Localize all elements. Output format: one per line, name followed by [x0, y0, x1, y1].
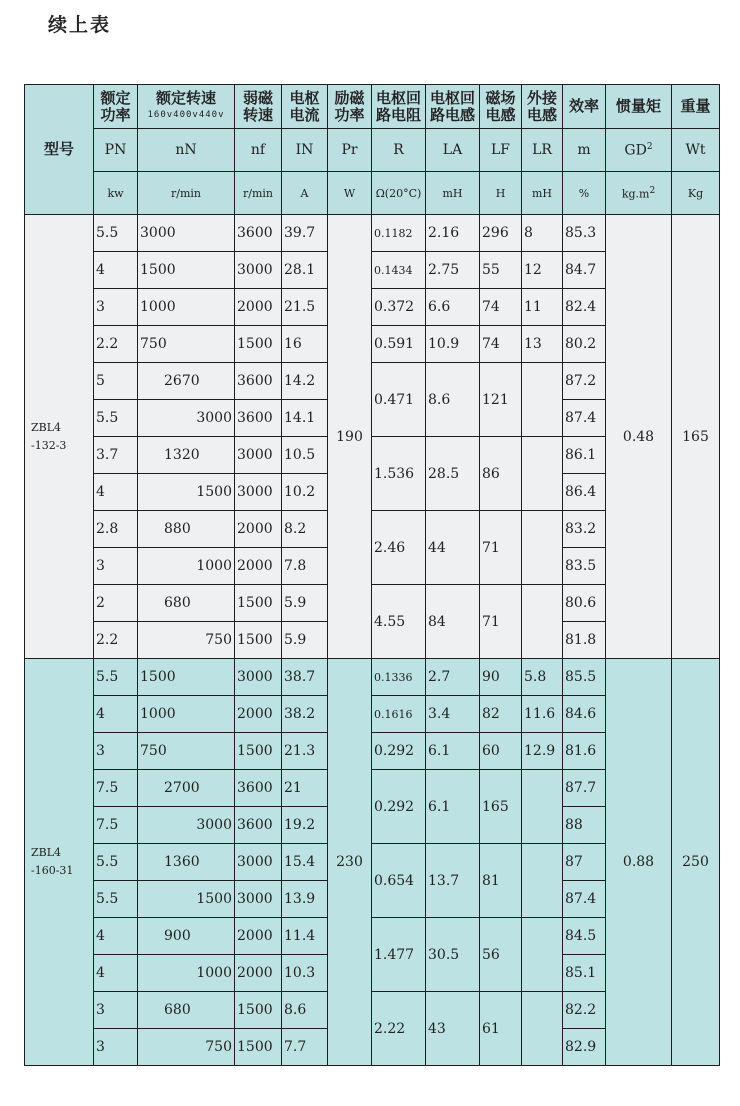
cell-in: 16	[282, 326, 328, 363]
cell-eff: 87.4	[563, 881, 606, 918]
cell-in: 14.2	[282, 363, 328, 400]
cell-lf: 82	[480, 696, 522, 733]
cell-r: 1.477	[372, 918, 426, 992]
cell-lf: 56	[480, 918, 522, 992]
motor-spec-table	[24, 84, 720, 1066]
cell-r: 4.55	[372, 585, 426, 659]
cell-nn: 3000	[138, 807, 235, 844]
cell-nf: 3000	[235, 881, 282, 918]
cell-nf: 3600	[235, 400, 282, 437]
cell-r: 0.292	[372, 770, 426, 844]
cell-nn: 1000	[138, 955, 235, 992]
cell-lf: 165	[480, 770, 522, 844]
cell-pn: 4	[94, 252, 138, 289]
cell-r: 2.22	[372, 992, 426, 1066]
cell-eff: 84.7	[563, 252, 606, 289]
cell-in: 14.1	[282, 400, 328, 437]
cell-r: 1.536	[372, 437, 426, 511]
cell-lr: 11.6	[522, 696, 563, 733]
cell-nf: 1500	[235, 992, 282, 1029]
cell-nf: 1500	[235, 326, 282, 363]
header-symbol-lf: LF	[480, 129, 522, 172]
cell-in: 39.7	[282, 215, 328, 252]
cell-nf: 1500	[235, 1029, 282, 1066]
cell-eff: 81.8	[563, 622, 606, 659]
cell-la: 84	[426, 585, 480, 659]
header-name-pn: 额定 功率	[94, 85, 138, 129]
cell-eff: 83.2	[563, 511, 606, 548]
cell-pn: 3	[94, 548, 138, 585]
cell-la: 2.7	[426, 659, 480, 696]
cell-eff: 84.5	[563, 918, 606, 955]
cell-pn: 3.7	[94, 437, 138, 474]
cell-r: 0.292	[372, 733, 426, 770]
header-unit-pr: W	[328, 172, 372, 215]
header-name-in: 电枢 电流	[282, 85, 328, 129]
cell-nf: 3000	[235, 252, 282, 289]
cell-r: 0.1336	[372, 659, 426, 696]
cell-in: 5.9	[282, 585, 328, 622]
cell-nn: 900	[138, 918, 235, 955]
cell-lf: 296	[480, 215, 522, 252]
cell-la: 44	[426, 511, 480, 585]
cell-eff: 87.4	[563, 400, 606, 437]
cell-lf: 86	[480, 437, 522, 511]
cell-pn: 2.8	[94, 511, 138, 548]
cell-lf: 61	[480, 992, 522, 1066]
header-name-la: 电枢回 路电感	[426, 85, 480, 129]
cell-eff: 85.5	[563, 659, 606, 696]
cell-eff: 87.7	[563, 770, 606, 807]
cell-nn: 1000	[138, 696, 235, 733]
cell-la: 6.6	[426, 289, 480, 326]
cell-wt: 165	[672, 215, 720, 659]
cell-nn: 1000	[138, 289, 235, 326]
cell-lf: 74	[480, 289, 522, 326]
cell-eff: 80.2	[563, 326, 606, 363]
cell-r: 0.1434	[372, 252, 426, 289]
cell-r: 0.654	[372, 844, 426, 918]
header-unit-nn: r/min	[138, 172, 235, 215]
header-name-r: 电枢回 路电阻	[372, 85, 426, 129]
header-row-names	[25, 85, 720, 129]
header-unit-gd2: $kg.m^2$	[606, 172, 672, 215]
header-symbol-la: LA	[426, 129, 480, 172]
cell-nf: 3000	[235, 844, 282, 881]
cell-nf: 3000	[235, 659, 282, 696]
cell-nn: 1500	[138, 252, 235, 289]
cell-lr	[522, 844, 563, 918]
header-unit-wt: Kg	[672, 172, 720, 215]
cell-in: 15.4	[282, 844, 328, 881]
header-symbol-pr: Pr	[328, 129, 372, 172]
cell-pn: 3	[94, 1029, 138, 1066]
cell-in: 28.1	[282, 252, 328, 289]
cell-lr	[522, 437, 563, 511]
cell-pn: 4	[94, 918, 138, 955]
cell-lr: 12	[522, 252, 563, 289]
table-row	[25, 215, 720, 252]
cell-nn: 1000	[138, 548, 235, 585]
header-symbol-r: R	[372, 129, 426, 172]
header-symbol-in: IN	[282, 129, 328, 172]
cell-eff: 87.2	[563, 363, 606, 400]
cell-r: 0.471	[372, 363, 426, 437]
cell-gd2: 0.88	[606, 659, 672, 1066]
cell-la: 28.5	[426, 437, 480, 511]
cell-nn: 750	[138, 622, 235, 659]
cell-eff: 84.6	[563, 696, 606, 733]
cell-pn: 7.5	[94, 807, 138, 844]
cell-nn: 1360	[138, 844, 235, 881]
cell-nn: 750	[138, 326, 235, 363]
header-note-nn: 160v400v440v	[147, 109, 225, 120]
cell-lr	[522, 511, 563, 585]
cell-nn: 750	[138, 733, 235, 770]
header-symbol-m: m	[563, 129, 606, 172]
cell-in: 21	[282, 770, 328, 807]
header-unit-pn: kw	[94, 172, 138, 215]
cell-la: 2.16	[426, 215, 480, 252]
cell-lr: 13	[522, 326, 563, 363]
header-symbol-lr: LR	[522, 129, 563, 172]
cell-eff: 85.1	[563, 955, 606, 992]
header-unit-la: mH	[426, 172, 480, 215]
cell-in: 8.2	[282, 511, 328, 548]
header-unit-r: Ω(20°C)	[372, 172, 426, 215]
cell-la: 6.1	[426, 770, 480, 844]
cell-nn: 1500	[138, 881, 235, 918]
header-name-lr: 外接 电感	[522, 85, 563, 129]
cell-pn: 3	[94, 733, 138, 770]
cell-nf: 3000	[235, 437, 282, 474]
cell-lf: 55	[480, 252, 522, 289]
cell-r: 0.372	[372, 289, 426, 326]
cell-eff: 85.3	[563, 215, 606, 252]
cell-la: 43	[426, 992, 480, 1066]
cell-nn: 1500	[138, 474, 235, 511]
cell-in: 11.4	[282, 918, 328, 955]
cell-eff: 88	[563, 807, 606, 844]
cell-pn: 5.5	[94, 659, 138, 696]
cell-eff: 82.9	[563, 1029, 606, 1066]
cell-pn: 2.2	[94, 622, 138, 659]
header-name-wt: 重量	[672, 85, 720, 129]
cell-in: 10.5	[282, 437, 328, 474]
cell-nf: 3000	[235, 474, 282, 511]
header-symbol-nn: nN	[138, 129, 235, 172]
cell-pn: 7.5	[94, 770, 138, 807]
header-symbol-gd2: $GD^2$	[606, 129, 672, 172]
cell-r: 0.1616	[372, 696, 426, 733]
cell-lr	[522, 992, 563, 1066]
cell-pn: 5.5	[94, 215, 138, 252]
cell-in: 21.3	[282, 733, 328, 770]
header-unit-lf: H	[480, 172, 522, 215]
model-cell: ZBL4 -132-3	[25, 215, 94, 659]
cell-eff: 80.6	[563, 585, 606, 622]
cell-pn: 5	[94, 363, 138, 400]
header-name-gd2: 惯量矩	[606, 85, 672, 129]
cell-pn: 3	[94, 289, 138, 326]
cell-eff: 81.6	[563, 733, 606, 770]
cell-nn: 2670	[138, 363, 235, 400]
header-unit-m: %	[563, 172, 606, 215]
cell-lf: 90	[480, 659, 522, 696]
cell-lr: 11	[522, 289, 563, 326]
cell-nn: 3000	[138, 400, 235, 437]
model-cell: ZBL4 -160-31	[25, 659, 94, 1066]
table-row	[25, 659, 720, 696]
cell-lr	[522, 585, 563, 659]
cell-in: 7.7	[282, 1029, 328, 1066]
cell-nn: 680	[138, 585, 235, 622]
cell-pn: 2	[94, 585, 138, 622]
cell-nf: 2000	[235, 289, 282, 326]
cell-lr	[522, 918, 563, 992]
cell-r: 2.46	[372, 511, 426, 585]
header-name-nn: 额定转速 160v400v440v	[138, 85, 235, 129]
cell-lf: 71	[480, 585, 522, 659]
cell-in: 5.9	[282, 622, 328, 659]
cell-lr: 8	[522, 215, 563, 252]
cell-pn: 4	[94, 955, 138, 992]
header-name-nf: 弱磁 转速	[235, 85, 282, 129]
header-row-units	[25, 172, 720, 215]
cell-la: 3.4	[426, 696, 480, 733]
cell-wt: 250	[672, 659, 720, 1066]
cell-nf: 2000	[235, 955, 282, 992]
header-name-pr: 励磁 功率	[328, 85, 372, 129]
cell-r: 0.1182	[372, 215, 426, 252]
header-name-lf: 磁场 电感	[480, 85, 522, 129]
cell-in: 13.9	[282, 881, 328, 918]
cell-nn: 880	[138, 511, 235, 548]
cell-pn: 4	[94, 474, 138, 511]
header-unit-lr: mH	[522, 172, 563, 215]
cell-nn: 680	[138, 992, 235, 1029]
page-title: 续上表	[48, 14, 112, 36]
cell-nf: 2000	[235, 511, 282, 548]
cell-lr	[522, 770, 563, 844]
cell-nf: 1500	[235, 622, 282, 659]
cell-pn: 5.5	[94, 844, 138, 881]
cell-eff: 86.1	[563, 437, 606, 474]
cell-eff: 82.4	[563, 289, 606, 326]
header-symbol-nf: nf	[235, 129, 282, 172]
cell-lr	[522, 363, 563, 437]
cell-lr: 5.8	[522, 659, 563, 696]
cell-lr: 12.9	[522, 733, 563, 770]
cell-nn: 1500	[138, 659, 235, 696]
cell-in: 38.2	[282, 696, 328, 733]
header-row-symbols	[25, 129, 720, 172]
cell-nn: 750	[138, 1029, 235, 1066]
cell-nf: 1500	[235, 733, 282, 770]
cell-nn: 3000	[138, 215, 235, 252]
cell-in: 10.2	[282, 474, 328, 511]
cell-nf: 3600	[235, 363, 282, 400]
cell-eff: 82.2	[563, 992, 606, 1029]
cell-lf: 60	[480, 733, 522, 770]
cell-nn: 1320	[138, 437, 235, 474]
cell-in: 38.7	[282, 659, 328, 696]
cell-eff: 87	[563, 844, 606, 881]
cell-la: 6.1	[426, 733, 480, 770]
cell-eff: 83.5	[563, 548, 606, 585]
cell-pr: 190	[328, 215, 372, 659]
cell-nf: 2000	[235, 918, 282, 955]
cell-in: 19.2	[282, 807, 328, 844]
header-unit-in: A	[282, 172, 328, 215]
cell-la: 10.9	[426, 326, 480, 363]
cell-pn: 5.5	[94, 400, 138, 437]
cell-eff: 86.4	[563, 474, 606, 511]
cell-pn: 2.2	[94, 326, 138, 363]
cell-nf: 2000	[235, 548, 282, 585]
cell-lf: 81	[480, 844, 522, 918]
cell-la: 2.75	[426, 252, 480, 289]
cell-lf: 121	[480, 363, 522, 437]
header-symbol-pn: PN	[94, 129, 138, 172]
cell-in: 21.5	[282, 289, 328, 326]
header-model-label: 型号	[25, 85, 94, 215]
cell-lf: 74	[480, 326, 522, 363]
cell-pr: 230	[328, 659, 372, 1066]
cell-gd2: 0.48	[606, 215, 672, 659]
cell-nf: 3600	[235, 807, 282, 844]
cell-in: 7.8	[282, 548, 328, 585]
cell-r: 0.591	[372, 326, 426, 363]
cell-lf: 71	[480, 511, 522, 585]
header-name-m: 效率	[563, 85, 606, 129]
cell-pn: 5.5	[94, 881, 138, 918]
cell-nf: 2000	[235, 696, 282, 733]
header-symbol-wt: Wt	[672, 129, 720, 172]
cell-pn: 3	[94, 992, 138, 1029]
cell-in: 10.3	[282, 955, 328, 992]
cell-la: 30.5	[426, 918, 480, 992]
header-unit-nf: r/min	[235, 172, 282, 215]
cell-nf: 3600	[235, 215, 282, 252]
cell-nf: 3600	[235, 770, 282, 807]
cell-in: 8.6	[282, 992, 328, 1029]
cell-pn: 4	[94, 696, 138, 733]
cell-nf: 1500	[235, 585, 282, 622]
cell-nn: 2700	[138, 770, 235, 807]
cell-la: 8.6	[426, 363, 480, 437]
cell-la: 13.7	[426, 844, 480, 918]
